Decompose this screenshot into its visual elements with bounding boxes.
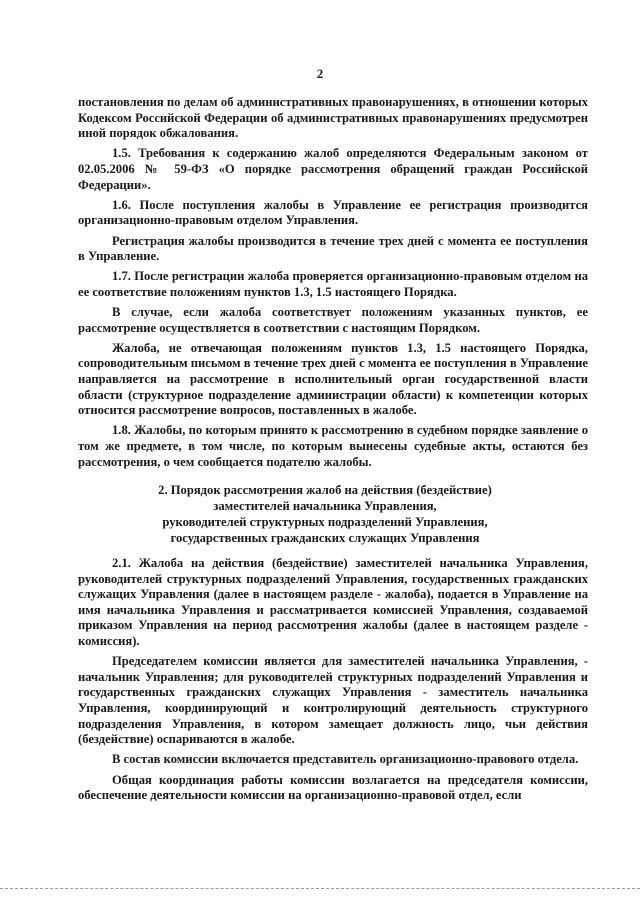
paragraph: В случае, если жалоба соответствует положениям указанных пунктов, ее рассмотрение осуществляется в соответствии с настоящим Порядком. <box>78 305 588 335</box>
section-heading-line: 2. Порядок рассмотрения жалоб на действия (бездействие) <box>158 483 492 497</box>
paragraph: Председателем комиссии является для заместителей начальника Управления, - начальник Управления; для руководителей структурных подразделений Управления и государственных гражданских служащих Управления - заместитель начальника Управления, координирующий и контролирующий деятельность структурного подразделения Управления, в котором замещает должность лицо, чьи действия (бездействие) оспариваются в жалобе. <box>78 654 588 747</box>
footer-divider <box>0 888 640 889</box>
paragraph: 2.1. Жалоба на действия (бездействие) заместителей начальника Управления, руководителей структурных подразделений Управления, государственных гражданских служащих Управления (далее в настоящем разделе - жалоба), подается в Управление на имя начальника Управления и рассматривается комиссией Управления, создаваемой приказом Управления на период рассмотрения жалобы (далее в настоящем разделе - комиссия). <box>78 556 588 648</box>
paragraph: 1.5. Требования к содержанию жалоб определяются Федеральным законом от 02.05.2006 № 59-ФЗ «О порядке рассмотрения обращений граждан Российской Федерации». <box>78 146 588 192</box>
section-heading <box>100 482 550 546</box>
paragraph: 1.8. Жалобы, по которым принято к рассмотрению в судебном порядке заявление о том же предмете, в том числе, по которым вынесены судебные акты, остаются без рассмотрения, о чем сообщается подателю жалобы. <box>78 423 588 469</box>
paragraph: 1.6. После поступления жалобы в Управление ее регистрация производится организационно-правовым отделом Управления. <box>78 197 588 228</box>
page-number: 2 <box>316 66 324 81</box>
top-text-block <box>78 95 588 475</box>
paragraph: Регистрация жалобы производится в течение трех дней с момента ее поступления в Управление. <box>78 233 588 264</box>
paragraph: Жалоба, не отвечающая положениям пунктов 1.3, 1.5 настоящего Порядка, сопроводительным письмом в течение трех дней с момента ее поступления в Управление направляется на рассмотрение в исполнительный орган государственной власти области (структурное подразделение администрации области) к компетенции которых относится рассмотрение вопросов, поставленных в жалобе. <box>78 340 588 418</box>
section-heading-line: государственных гражданских служащих Управления <box>170 531 480 545</box>
paragraph: Общая координация работы комиссии возлагается на председателя комиссии, обеспечение деятельности комиссии на организационно-правовой отдел, если <box>78 772 588 803</box>
paragraph: В состав комиссии включается представитель организационно-правового отдела. <box>112 752 579 767</box>
section-text-block <box>78 556 588 808</box>
paragraph: постановления по делам об административных правонарушениях, в отношении которых Кодексом Российской Федерации об административных правонарушениях предусмотрен иной порядок обжалования. <box>78 95 588 141</box>
paragraph: 1.7. После регистрации жалоба проверяется организационно-правовым отделом на ее соответствие положениям пунктов 1.3, 1.5 настоящего Порядка. <box>78 269 588 299</box>
section-heading-line: заместителей начальника Управления, <box>213 499 437 513</box>
section-heading-line: руководителей структурных подразделений Управления, <box>162 515 488 529</box>
